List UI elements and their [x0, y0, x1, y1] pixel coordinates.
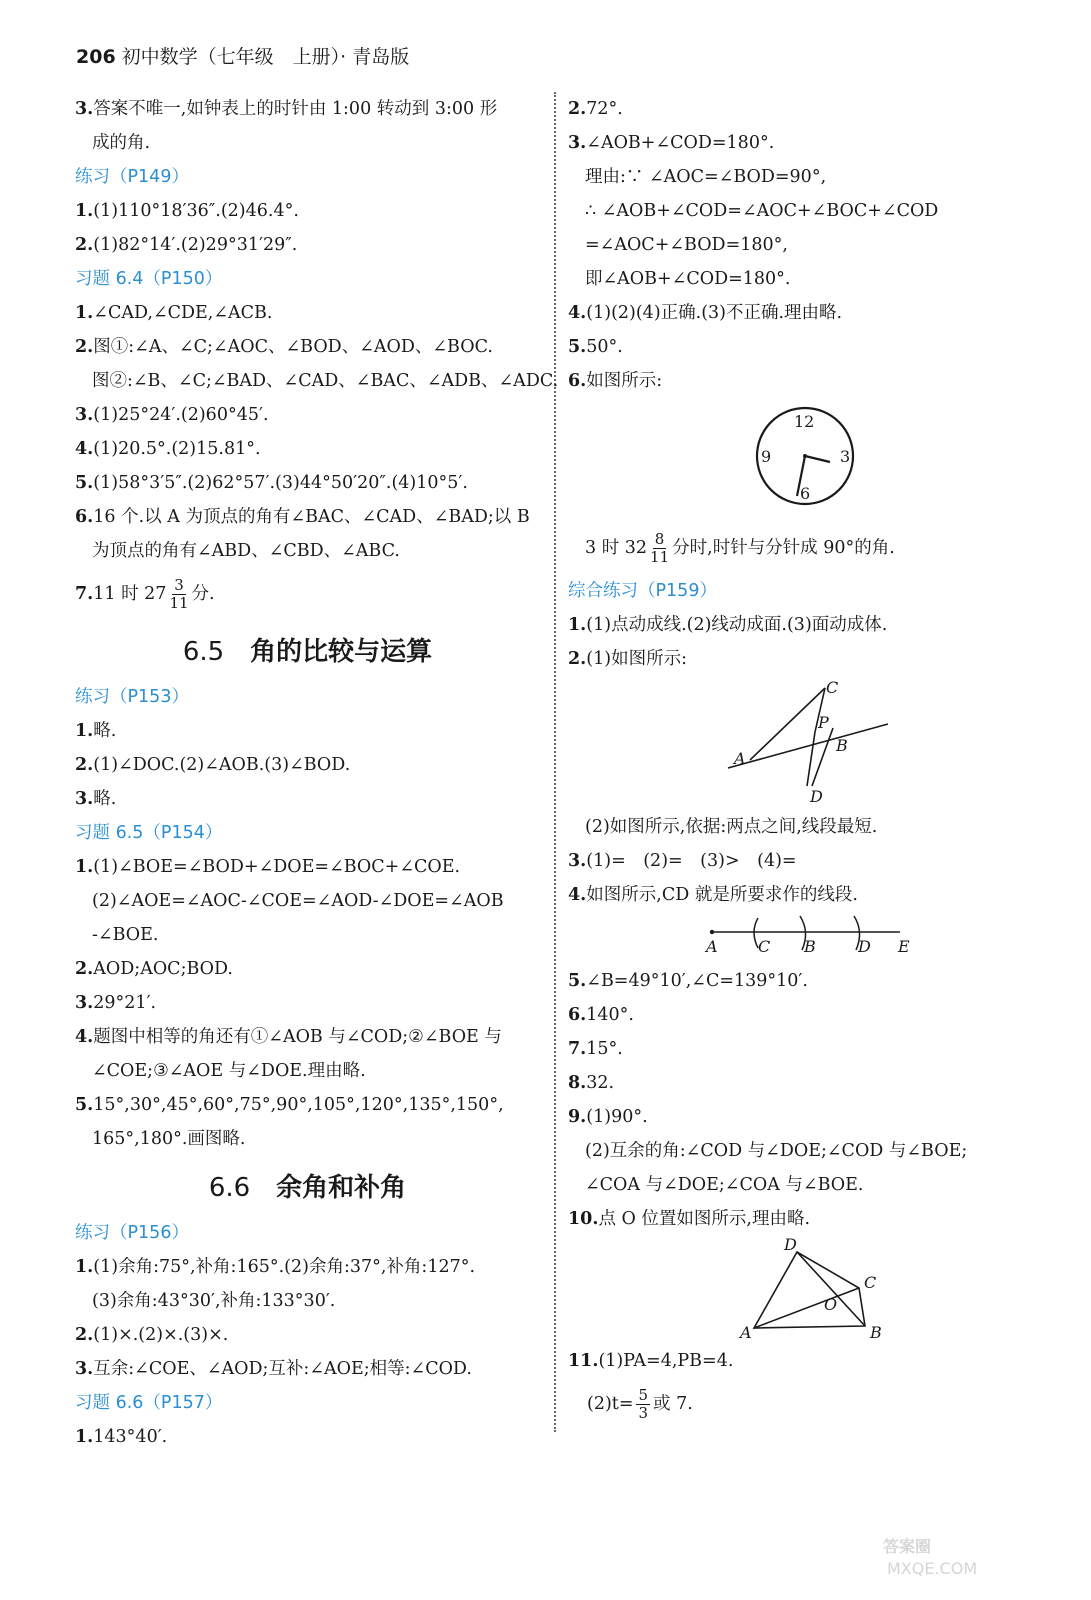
- point-label-c: C: [758, 937, 771, 956]
- answer-line: 7.11 时 27 $\frac{3}{11}$ 分.: [75, 576, 215, 612]
- hour-hand: [805, 456, 830, 462]
- quad-svg: [568, 1236, 1038, 1344]
- quad-outline: [754, 1252, 865, 1328]
- answer-line: 2.图①:∠A、∠C;∠AOC、∠BOD、∠AOD、∠BOC.: [75, 337, 493, 357]
- answer-line: 5.15°,30°,45°,60°,75°,90°,105°,120°,135°,150°,: [75, 1095, 504, 1115]
- answer-line: 3.(1)= (2)= (3)> (4)=: [568, 851, 797, 871]
- point-a: [710, 930, 714, 934]
- segment-bd: [812, 728, 833, 786]
- point-label-c: C: [864, 1273, 877, 1292]
- answer-line: 4.(1)(2)(4)正确.(3)不正确.理由略.: [568, 303, 843, 323]
- answer-line: 2.(1)82°14′.(2)29°31′29″.: [75, 235, 298, 255]
- section-title: 6.5 角的比较与运算: [182, 637, 433, 667]
- column-divider: [554, 92, 556, 1432]
- right-column: [568, 92, 1038, 1430]
- answer-line: 8.32.: [568, 1073, 615, 1093]
- answer-line: 4.(1)20.5°.(2)15.81°.: [75, 439, 261, 459]
- section-heading: 练习（P149）: [75, 167, 189, 187]
- answer-line: ∴ ∠AOB+∠COD=∠AOC+∠BOC+∠COD: [585, 201, 939, 221]
- clock-figure: [568, 398, 1038, 522]
- section-title: 6.6 余角和补角: [208, 1173, 407, 1203]
- section-heading: 练习（P156）: [75, 1223, 189, 1243]
- answer-line: 3.互余:∠COE、∠AOD;互补:∠AOE;相等:∠COD.: [75, 1359, 472, 1379]
- point-label-a: A: [740, 1323, 752, 1342]
- answer-line: 理由:∵ ∠AOC=∠BOD=90°,: [585, 167, 827, 187]
- answer-line: 3.∠AOB+∠COD=180°.: [568, 133, 775, 153]
- clock-label-9: 9: [761, 447, 772, 466]
- point-label-c: C: [826, 678, 839, 697]
- answer-line: 10.点 O 位置如图所示,理由略.: [568, 1209, 811, 1229]
- answer-line: 为顶点的角有∠ABD、∠CBD、∠ABC.: [92, 541, 400, 561]
- answer-line: 3.(1)25°24′.(2)60°45′.: [75, 405, 269, 425]
- point-label-d: D: [858, 937, 871, 956]
- answer-line: 3.略.: [75, 789, 117, 809]
- answer-line: 即∠AOB+∠COD=180°.: [585, 269, 791, 289]
- point-label-p: P: [818, 713, 829, 732]
- answer-line: 3 时 32 $\frac{8}{11}$ 分时,时针与分针成 90°的角.: [585, 530, 895, 566]
- quadrilateral-figure: [568, 1236, 1038, 1344]
- answer-line: 2.AOD;AOC;BOD.: [75, 959, 233, 979]
- page-number: 206: [76, 46, 116, 68]
- answer-line: 6.如图所示:: [568, 371, 663, 391]
- line-through-a: [728, 724, 888, 768]
- ray-construction-figure: [568, 912, 1038, 964]
- answer-line: 11.(1)PA=4,PB=4.: [568, 1351, 734, 1371]
- segment-pd: [807, 732, 815, 786]
- answer-line: 5.(1)58°3′5″.(2)62°57′.(3)44°50′20″.(4)10°5′.: [75, 473, 468, 493]
- answer-line: 7.15°.: [568, 1039, 623, 1059]
- answer-line: 9.(1)90°.: [568, 1107, 648, 1127]
- point-label-a: A: [734, 749, 746, 768]
- point-label-e: E: [898, 937, 910, 956]
- answer-line: =∠AOC+∠BOD=180°,: [585, 235, 788, 255]
- answer-line: 2.72°.: [568, 99, 623, 119]
- answer-line: 1.(1)余角:75°,补角:165°.(2)余角:37°,补角:127°.: [75, 1257, 476, 1277]
- point-label-a: A: [706, 937, 718, 956]
- answer-line: 成的角.: [92, 133, 151, 153]
- answer-line: 2.(1)∠DOC.(2)∠AOB.(3)∠BOD.: [75, 755, 351, 775]
- segment-ac: [750, 688, 825, 760]
- point-label-o: O: [824, 1295, 838, 1314]
- book-title: 初中数学（七年级 上册）· 青岛版: [121, 46, 410, 68]
- answer-line: 2.(1)×.(2)×.(3)×.: [75, 1325, 229, 1345]
- answer-line: 1.略.: [75, 721, 117, 741]
- answer-line: 1.143°40′.: [75, 1427, 168, 1447]
- section-heading: 练习（P153）: [75, 687, 189, 707]
- line-segment-figure: [568, 676, 1038, 810]
- answer-line: 4.如图所示,CD 就是所要求作的线段.: [568, 885, 858, 905]
- point-label-d: D: [810, 787, 823, 806]
- answer-line: 4.题图中相等的角还有①∠AOB 与∠COD;②∠BOE 与: [75, 1027, 502, 1047]
- section-heading: 习题 6.6（P157）: [75, 1393, 223, 1413]
- answer-line: 5.∠B=49°10′,∠C=139°10′.: [568, 971, 808, 991]
- answer-line: 1.(1)∠BOE=∠BOD+∠DOE=∠BOC+∠COE.: [75, 857, 461, 877]
- watermark-text: 答案圈: [883, 1537, 932, 1556]
- answer-line: (2)互余的角:∠COD 与∠DOE;∠COD 与∠BOE;: [585, 1141, 968, 1161]
- answer-line: 6.16 个.以 A 为顶点的角有∠BAC、∠CAD、∠BAD;以 B: [75, 507, 530, 527]
- answer-line: 165°,180°.画图略.: [92, 1129, 246, 1149]
- answer-line: -∠BOE.: [92, 925, 159, 945]
- section-heading: 习题 6.4（P150）: [75, 269, 223, 289]
- answer-line: (2)t= $\frac{5}{3}$ 或 7.: [587, 1386, 693, 1422]
- clock-label-6: 6: [800, 484, 811, 503]
- left-column: [75, 92, 559, 1454]
- point-label-b: B: [804, 937, 816, 956]
- answer-line: (2)∠AOE=∠AOC-∠COE=∠AOD-∠DOE=∠AOB: [92, 891, 504, 911]
- point-label-d: D: [784, 1236, 797, 1254]
- section-heading: 综合练习（P159）: [568, 581, 717, 601]
- answer-line: 5.50°.: [568, 337, 623, 357]
- clock-label-3: 3: [840, 447, 851, 466]
- fraction: $\frac{3}{11}$: [169, 576, 189, 612]
- point-label-b: B: [836, 736, 848, 755]
- answer-line: 1.(1)110°18′36″.(2)46.4°.: [75, 201, 299, 221]
- answer-line: ∠COE;③∠AOE 与∠DOE.理由略.: [92, 1061, 366, 1081]
- point-label-b: B: [870, 1323, 882, 1342]
- answer-line: 2.(1)如图所示:: [568, 649, 687, 669]
- clock-svg: [568, 398, 1038, 522]
- answer-line: 1.∠CAD,∠CDE,∠ACB.: [75, 303, 273, 323]
- clock-label-12: 12: [794, 412, 815, 431]
- answer-line: 1.(1)点动成线.(2)线动成面.(3)面动成体.: [568, 615, 888, 635]
- page-header: [76, 42, 409, 69]
- answer-line: ∠COA 与∠DOE;∠COA 与∠BOE.: [585, 1175, 864, 1195]
- watermark-site: MXQE.COM: [887, 1559, 978, 1578]
- answer-line: 3.29°21′.: [75, 993, 157, 1013]
- ray-svg: [568, 912, 1038, 964]
- fraction: $\frac{8}{11}$: [650, 530, 670, 566]
- answer-line: 6.140°.: [568, 1005, 634, 1025]
- answer-line: 3.答案不唯一,如钟表上的时针由 1:00 转动到 3:00 形: [75, 99, 498, 119]
- fraction: $\frac{5}{3}$: [638, 1386, 649, 1422]
- diagonal-ac: [754, 1288, 859, 1328]
- answer-line: (3)余角:43°30′,补角:133°30′.: [92, 1291, 336, 1311]
- watermark: [881, 1520, 1051, 1578]
- answer-line: 图②:∠B、∠C;∠BAD、∠CAD、∠BAC、∠ADB、∠ADC.: [92, 371, 559, 391]
- watermark-logo: [881, 1520, 1051, 1578]
- section-heading: 习题 6.5（P154）: [75, 823, 223, 843]
- answer-line: (2)如图所示,依据:两点之间,线段最短.: [585, 817, 878, 837]
- segment-svg: [568, 676, 1038, 810]
- clock-center: [803, 454, 807, 458]
